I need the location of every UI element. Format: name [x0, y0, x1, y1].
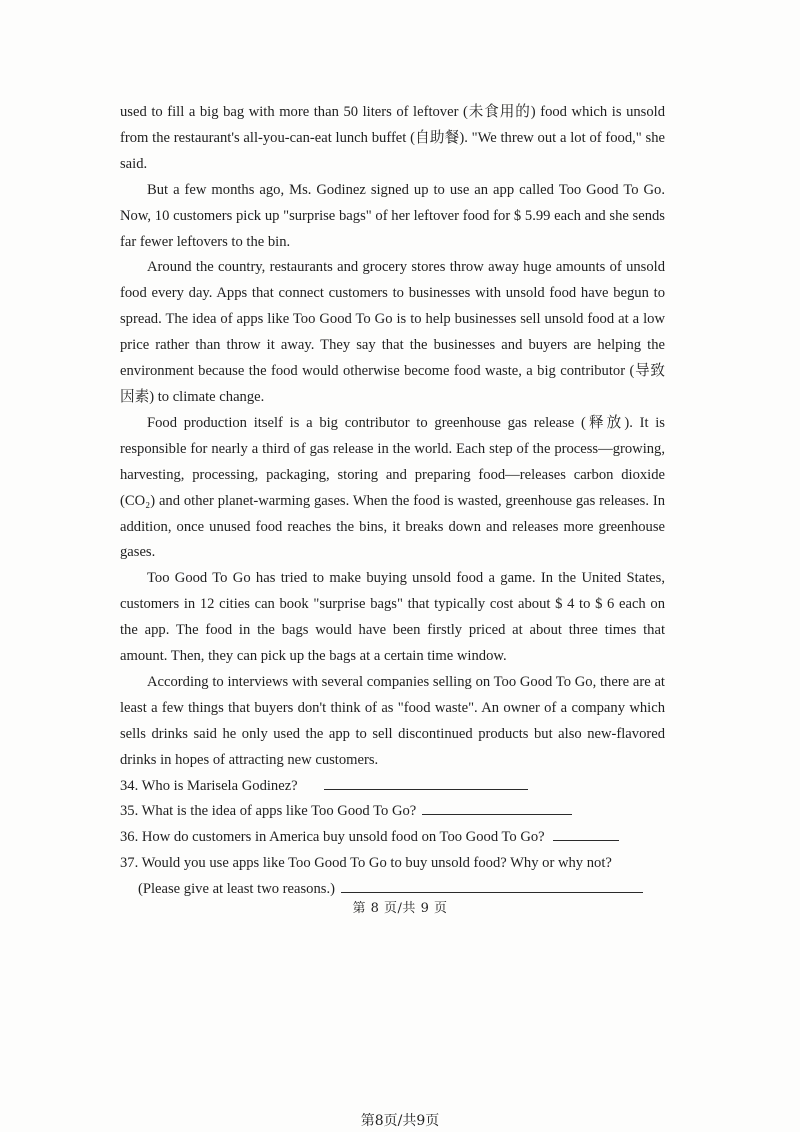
page-number-footer: 第8页/共9页 — [360, 1113, 440, 1129]
page-number-inner: 第 8 页/共 9 页 — [352, 901, 448, 916]
answer-blank-36[interactable] — [553, 826, 619, 841]
question-36 — [120, 825, 665, 851]
paragraph-2: But a few months ago, Ms. Godinez signed up to use an app called Too Good To Go. Now, 10 customers pick up "surprise bags" of her leftover food for $ 5.99 each and she sends far fewer leftovers to the bin. — [120, 181, 665, 250]
answer-blank-34[interactable] — [324, 775, 528, 790]
question-37-note-text: (Please give at least two reasons.) — [138, 881, 335, 898]
answer-blank-37[interactable] — [341, 878, 643, 893]
question-37-text: 37. Would you use apps like Too Good To Go to buy unsold food? Why or why not? — [120, 855, 612, 872]
paragraph-5: Too Good To Go has tried to make buying unsold food a game. In the United States, customers in 12 cities can book "surprise bags" that typically cost about $ 4 to $ 6 each on the app. The food in the bags would have been firstly priced at about three times that amount. Then, they can pick up the bags at a certain time window. — [120, 570, 665, 665]
paragraph-6: According to interviews with several companies selling on Too Good To Go, there are at least a few things that buyers don't think of as "food waste". An owner of a company which sells drinks said he only used the app to sell discontinued products but also new-flavored drinks in hopes of attracting new customers. — [120, 673, 665, 768]
question-35 — [120, 799, 665, 825]
paragraph-3: Around the country, restaurants and grocery stores throw away huge amounts of unsold food every day. Apps that connect customers to businesses with unsold food have begun to spread. The idea of apps like Too Good To Go is to help businesses sell unsold food at a low price rather than throw it away. They say that the businesses and buyers are helping the environment because the food would otherwise become food waste, a big contributor (导致因素) to climate change. — [120, 259, 665, 405]
paragraph-4: Food production itself is a big contributor to greenhouse gas release (释放). It is responsible for nearly a third of gas release in the world. Each step of the process—growing, harvesting, processing, packaging, storing and preparing food—releases carbon dioxide (CO₂) and other planet-warming gases. When the food is wasted, greenhouse gas releases. In addition, once unused food reaches the bins, it breaks down and releases more greenhouse gases. — [120, 414, 665, 561]
question-34-text: 34. Who is Marisela Godinez? — [120, 777, 298, 794]
question-36-text: 36. How do customers in America buy unsold food on Too Good To Go? — [120, 829, 545, 846]
question-35-text: 35. What is the idea of apps like Too Good To Go? — [120, 803, 417, 820]
passage-text — [120, 100, 665, 903]
question-37 — [120, 851, 665, 877]
question-34 — [120, 774, 665, 800]
answer-blank-35[interactable] — [422, 800, 572, 815]
paragraph-1: used to fill a big bag with more than 50 liters of leftover (未食用的) food which is unsold from the restaurant's all-you-can-eat lunch buffet (自助餐). "We threw out a lot of food," she said. — [120, 104, 665, 172]
